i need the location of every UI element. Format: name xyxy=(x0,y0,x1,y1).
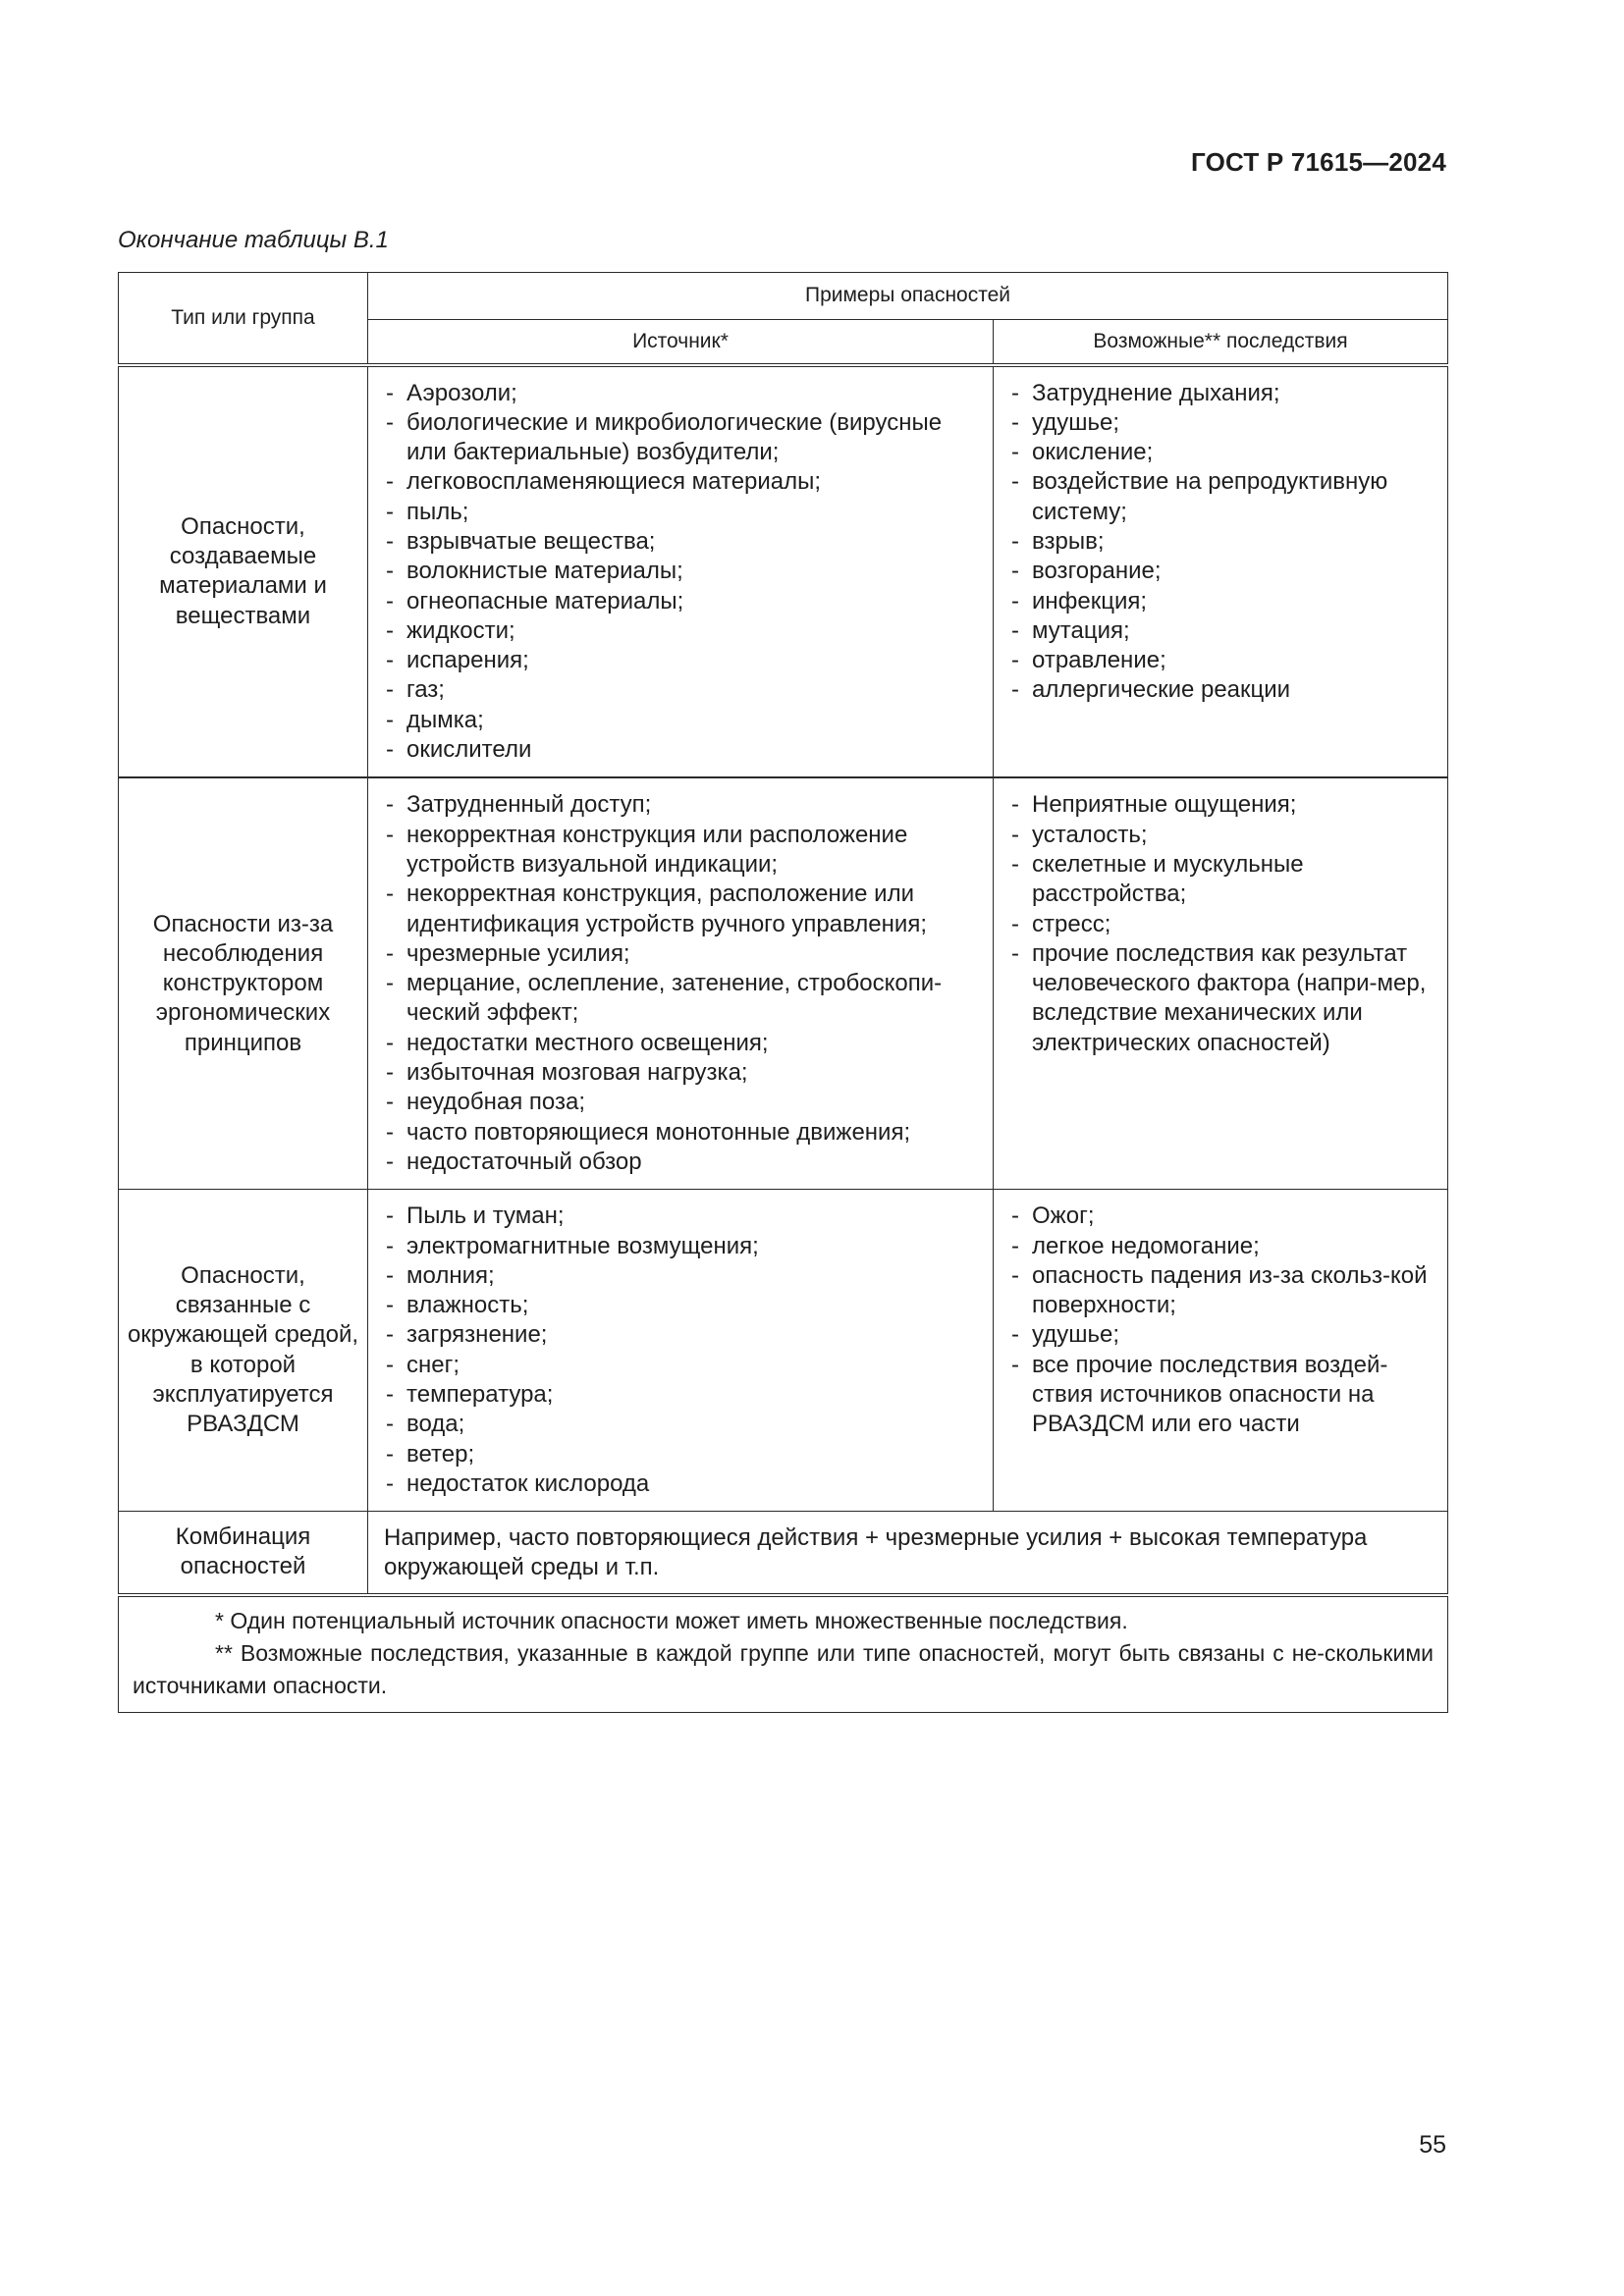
list-item: - испарения; xyxy=(386,646,981,675)
list-item: - ветер; xyxy=(386,1440,981,1469)
list-item: - опасность падения из-за скольз-кой поверхности; xyxy=(1011,1261,1435,1321)
list-item: - некорректная конструкция или расположение устройств визуальной индикации; xyxy=(386,821,981,881)
list-item: - Затруднение дыхания; xyxy=(1011,379,1435,408)
list-item: - мерцание, ослепление, затенение, стробоскопи-ческий эффект; xyxy=(386,969,981,1029)
header-hazard-examples: Примеры опасностей xyxy=(368,273,1448,320)
combination-example: Например, часто повторяющиеся действия + чрезмерные усилия + высокая температура окружающей среды и т.п. xyxy=(368,1512,1448,1595)
header-source: Источник* xyxy=(368,320,994,365)
table-notes-row xyxy=(119,1595,1448,1713)
sources-list xyxy=(368,1190,993,1511)
list-item: - часто повторяющиеся монотонные движения; xyxy=(386,1118,981,1148)
table-caption: Окончание таблицы В.1 xyxy=(118,227,389,253)
list-item: - удушье; xyxy=(1011,408,1435,438)
table-row-environment xyxy=(119,1190,1448,1512)
hazard-type-cell: Комбинация опасностей xyxy=(119,1512,368,1595)
list-item: - пыль; xyxy=(386,498,981,527)
list-item: - инфекция; xyxy=(1011,587,1435,616)
list-item: - Ожог; xyxy=(1011,1201,1435,1231)
list-item: - Затрудненный доступ; xyxy=(386,790,981,820)
list-item: - недостаток кислорода xyxy=(386,1469,981,1499)
consequences-list xyxy=(994,778,1447,1070)
list-item: - взрывчатые вещества; xyxy=(386,527,981,557)
list-item: - взрыв; xyxy=(1011,527,1435,557)
list-item: - недостаточный обзор xyxy=(386,1148,981,1177)
list-item: - избыточная мозговая нагрузка; xyxy=(386,1058,981,1088)
header-type-or-group: Тип или группа xyxy=(119,273,368,365)
list-item: - загрязнение; xyxy=(386,1320,981,1350)
table-row-ergonomics xyxy=(119,777,1448,1189)
list-item: - вода; xyxy=(386,1410,981,1439)
list-item: - легкое недомогание; xyxy=(1011,1232,1435,1261)
list-item: - аллергические реакции xyxy=(1011,675,1435,705)
consequences-cell xyxy=(994,365,1448,778)
table-row-materials xyxy=(119,365,1448,778)
list-item: - газ; xyxy=(386,675,981,705)
table-notes xyxy=(119,1595,1448,1713)
list-item: - окислители xyxy=(386,735,981,765)
footnote-2: ** Возможные последствия, указанные в каждой группе или типе опасностей, могут быть связаны с не-сколькими источниками опасности. xyxy=(133,1639,1434,1698)
sources-list xyxy=(368,367,993,777)
table-row-combination xyxy=(119,1512,1448,1595)
list-item: - усталость; xyxy=(1011,821,1435,850)
list-item: - окисление; xyxy=(1011,438,1435,467)
list-item: - мутация; xyxy=(1011,616,1435,646)
list-item: - жидкости; xyxy=(386,616,981,646)
consequences-cell xyxy=(994,1190,1448,1512)
list-item: - дымка; xyxy=(386,706,981,735)
consequences-list xyxy=(994,367,1447,718)
list-item: - Пыль и туман; xyxy=(386,1201,981,1231)
consequences-cell xyxy=(994,777,1448,1189)
hazard-table xyxy=(118,272,1448,1713)
list-item: - отравление; xyxy=(1011,646,1435,675)
sources-list xyxy=(368,778,993,1189)
list-item: - возгорание; xyxy=(1011,557,1435,586)
list-item: - биологические и микробиологические (вирусные или бактериальные) возбудители; xyxy=(386,408,981,468)
list-item: - воздействие на репродуктивную систему; xyxy=(1011,467,1435,527)
list-item: - электромагнитные возмущения; xyxy=(386,1232,981,1261)
list-item: - все прочие последствия воздей-ствия источников опасности на РВАЗДСМ или его части xyxy=(1011,1351,1435,1440)
list-item: - недостатки местного освещения; xyxy=(386,1029,981,1058)
list-item: - волокнистые материалы; xyxy=(386,557,981,586)
list-item: - чрезмерные усилия; xyxy=(386,939,981,969)
hazard-type-cell: Опасности из-за несоблюдения конструктором эргономических принципов xyxy=(119,777,368,1189)
list-item: - снег; xyxy=(386,1351,981,1380)
page-number: 55 xyxy=(1419,2131,1446,2159)
list-item: - скелетные и мускульные расстройства; xyxy=(1011,850,1435,910)
list-item: - прочие последствия как результат человеческого фактора (напри-мер, вследствие механических или электрических опасностей) xyxy=(1011,939,1435,1058)
list-item: - некорректная конструкция, расположение или идентификация устройств ручного управления; xyxy=(386,880,981,939)
footnote-1: * Один потенциальный источник опасности может иметь множественные последствия. xyxy=(215,1607,1128,1633)
sources-cell xyxy=(368,365,994,778)
list-item: - удушье; xyxy=(1011,1320,1435,1350)
list-item: - Неприятные ощущения; xyxy=(1011,790,1435,820)
list-item: - легковоспламеняющиеся материалы; xyxy=(386,467,981,497)
list-item: - неудобная поза; xyxy=(386,1088,981,1117)
sources-cell xyxy=(368,1190,994,1512)
list-item: - температура; xyxy=(386,1380,981,1410)
header-consequences: Возможные** последствия xyxy=(994,320,1448,365)
hazard-type-cell: Опасности, связанные с окружающей средой, в которой эксплуатируется РВАЗДСМ xyxy=(119,1190,368,1512)
list-item: - Аэрозоли; xyxy=(386,379,981,408)
sources-cell xyxy=(368,777,994,1189)
list-item: - огнеопасные материалы; xyxy=(386,587,981,616)
hazard-type-cell: Опасности, создаваемые материалами и веществами xyxy=(119,365,368,778)
list-item: - молния; xyxy=(386,1261,981,1291)
document-header: ГОСТ Р 71615—2024 xyxy=(1191,147,1446,177)
list-item: - стресс; xyxy=(1011,910,1435,939)
list-item: - влажность; xyxy=(386,1291,981,1320)
consequences-list xyxy=(994,1190,1447,1451)
